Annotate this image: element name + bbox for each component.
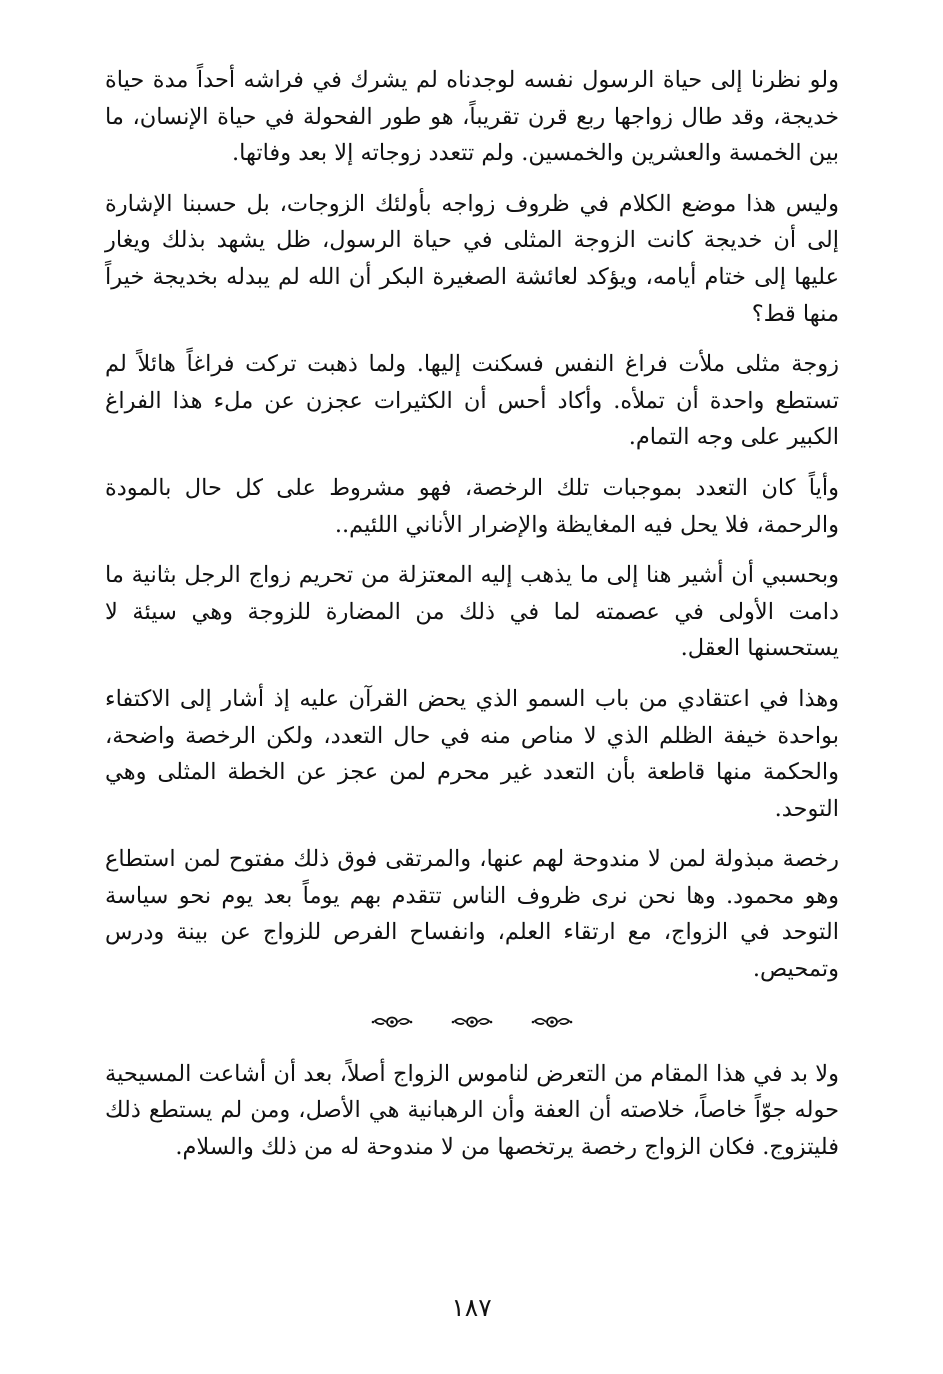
paragraph-4: وأياً كان التعدد بموجبات تلك الرخصة، فهو مشروط على كل حال بالمودة والرحمة، فلا يحل فيه المغايظة والإضرار الأناني اللئيم.. bbox=[105, 474, 839, 538]
paragraph-7: رخصة مبذولة لمن لا مندوحة لهم عنها، والمرتقى فوق ذلك مفتوح لمن استطاع وهو محمود. وها نحن نرى ظروف الناس تتقدم بهم يوماً بعد يوم نحو سياسة التوحد في الزواج، مع ارتقاء العلم، وانفساح الفرص للزواج عن بينة ودرس وتمحيص. bbox=[105, 846, 839, 983]
ornament-icon bbox=[531, 1015, 573, 1029]
paragraph-5: وبحسبي أن أشير هنا إلى ما يذهب إليه المعتزلة من تحريم زواج الرجل بثانية ما دامت الأولى في عصمته لما في ذلك من المضارة للزوجة وهي سيئة لا يستحسنها العقل. bbox=[105, 562, 839, 662]
paragraph-1: ولو نظرنا إلى حياة الرسول نفسه لوجدناه لم يشرك في فراشه أحداً مدة حياة خديجة، وقد طال زواجها ربع قرن تقريباً، هو طور الفحولة في حياة الإنسان، ما بين الخمسة والعشرين والخمسين. ولم تتعدد زوجاته إلا بعد وفاتها. bbox=[105, 67, 840, 167]
section-divider bbox=[105, 1000, 839, 1044]
ornament-icon bbox=[451, 1015, 493, 1029]
paragraph-6: وهذا في اعتقادي من باب السمو الذي يحض القرآن عليه إذ أشار إلى الاكتفاء بواحدة خيفة الظلم الذي لا مناص منه في حال التعدد، ولكن الرخصة واضحة، والحكمة منها قاطعة بأن التعدد غير محرم لمن عجز عن الخطة المثلى وهي التوحد. bbox=[105, 685, 839, 822]
paragraph-8: ولا بد في هذا المقام من التعرض لناموس الزواج أصلاً، بعد أن أشاعت المسيحية حوله جوّاً خاصاً، خلاصته أن العفة وأن الرهبانية هي الأصل، ومن لم يستطع ذلك فليتزوج. فكان الزواج رخصة يرتخصها من لا مندوحة له من ذلك والسلام. bbox=[105, 1060, 839, 1160]
paragraph-3: زوجة مثلى ملأت فراغ النفس فسكنت إليها. ولما ذهبت تركت فراغاً هائلاً لم تستطع واحدة أن تملأه. وأكاد أحس أن الكثيرات عجزن عن ملء هذا الفراغ الكبير على وجه التمام. bbox=[105, 351, 839, 451]
paragraph-2: وليس هذا موضع الكلام في ظروف زواجه بأولئك الزوجات، بل حسبنا الإشارة إلى أن خديجة كانت الزوجة المثلى في حياة الرسول، ظل يشهد بذلك ويغار عليها إلى ختام أيامه، ويؤكد لعائشة الصغيرة البكر أن الله لم يبدله بخديجة خيراً منها قط؟ bbox=[105, 190, 839, 327]
ornament-icon bbox=[371, 1015, 413, 1029]
page-number: ١٨٧ bbox=[451, 1293, 492, 1322]
